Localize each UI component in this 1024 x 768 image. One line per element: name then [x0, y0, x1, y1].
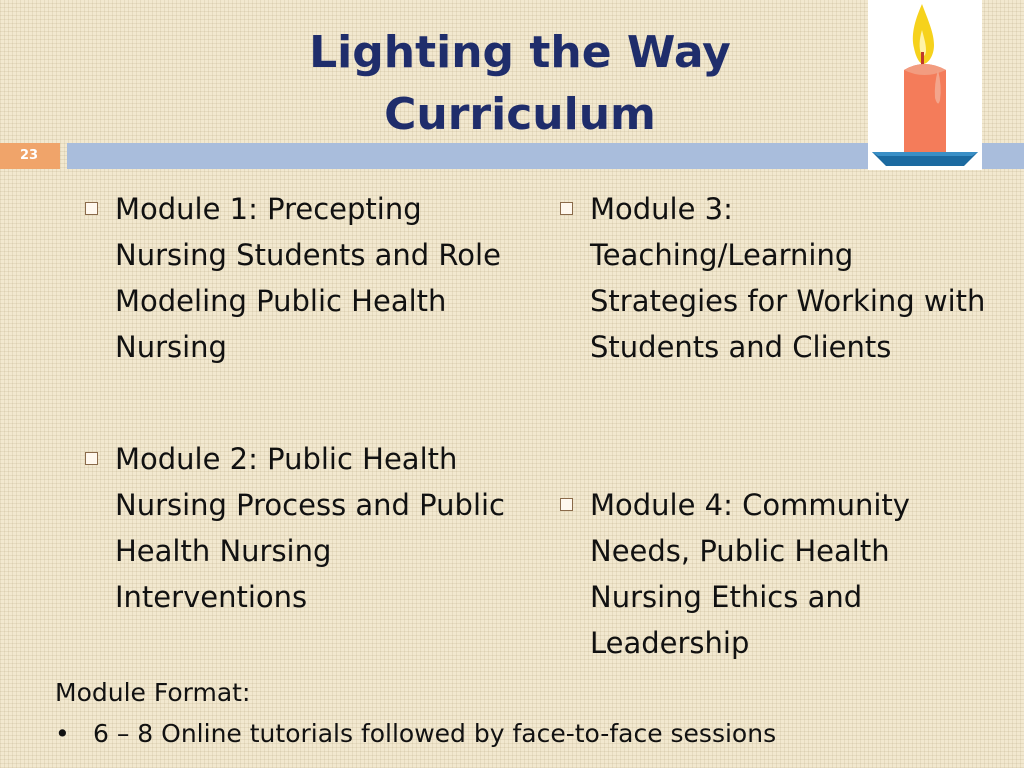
module-2-text: Module 2: Public Health Nursing Process and Public Health Nursing Interventions [115, 442, 505, 614]
module-1-text: Module 1: Precepting Nursing Students and Role Modeling Public Health Nursing [115, 192, 501, 364]
module-2-item [115, 436, 515, 620]
module-1-item [115, 186, 515, 370]
header-accent-bar [67, 143, 870, 169]
slide-number: 23 [0, 143, 60, 169]
title-line-1: Lighting the Way [309, 27, 731, 78]
module-format-bullet [55, 716, 776, 752]
checkbox-bullet-icon [560, 202, 573, 215]
checkbox-bullet-icon [85, 452, 98, 465]
header-accent-bar-right [981, 143, 1024, 169]
slide-title [200, 22, 840, 146]
checkbox-bullet-icon [560, 498, 573, 511]
candle-icon [868, 0, 982, 170]
bullet-dot: • [55, 719, 70, 748]
module-3-text: Module 3: Teaching/Learning Strategies for Working with Students and Clients [590, 192, 986, 364]
title-line-2: Curriculum [384, 89, 656, 140]
module-4-item [590, 482, 990, 666]
module-format-text: 6 – 8 Online tutorials followed by face-to-face sessions [93, 719, 777, 748]
module-3-item [590, 186, 990, 370]
checkbox-bullet-icon [85, 202, 98, 215]
module-format-label: Module Format: [55, 678, 251, 707]
module-4-text: Module 4: Community Needs, Public Health Nursing Ethics and Leadership [590, 488, 910, 660]
